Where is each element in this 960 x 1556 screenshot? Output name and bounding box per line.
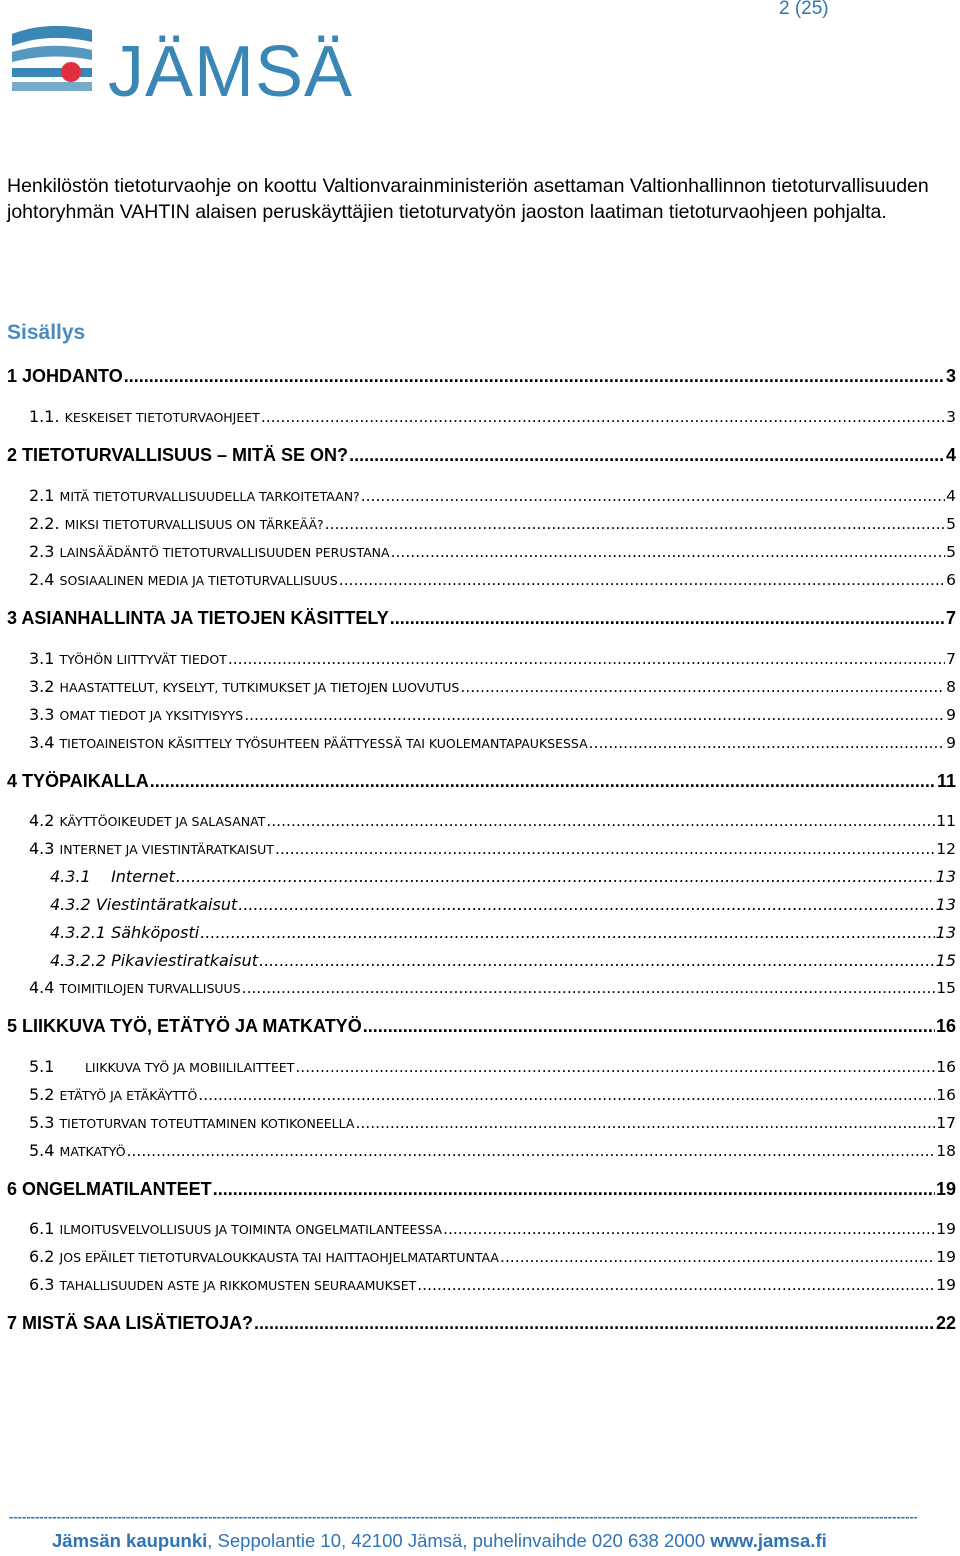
toc-entry[interactable]: 6.1 ILMOITUSVELVOLLISUUS JA TOIMINTA ONGELMATILANTEESSA ..... 19 xyxy=(29,1219,956,1238)
toc-entry[interactable]: 5.2 ETÄTYÖ JA ETÄKÄYTTÖ ..... 16 xyxy=(29,1085,956,1104)
toc-entry[interactable]: 6.3 TAHALLISUUDEN ASTE JA RIKKOMUSTEN SEURAAMUKSET ..... 19 xyxy=(29,1275,956,1294)
footer-address: , Seppolantie 10, 42100 Jämsä, puhelinvaihde 020 638 2000 xyxy=(207,1530,711,1551)
toc-entry[interactable]: 4.2 KÄYTTÖOIKEUDET JA SALASANAT ..... 11 xyxy=(29,811,956,830)
footer xyxy=(52,1530,827,1552)
logo-wordmark: JÄMSÄ xyxy=(108,32,354,112)
toc-entry[interactable]: 2 TIETOTURVALLISUUS – MITÄ SE ON? ..... 4 xyxy=(7,445,956,466)
toc-entry[interactable]: 2.3 LAINSÄÄDÄNTÖ TIETOTURVALLISUUDEN PERUSTANA ..... 5 xyxy=(29,542,956,561)
toc-entry[interactable]: 4 TYÖPAIKALLA ..... 11 xyxy=(7,771,956,792)
toc-entry[interactable]: 4.3.1 Internet ..... 13 xyxy=(50,867,956,886)
toc-entry[interactable]: 2.1 MITÄ TIETOTURVALLISUUDELLA TARKOITETAAN? ..... 4 xyxy=(29,486,956,505)
page-number: 2 (25) xyxy=(779,0,829,19)
toc-entry[interactable]: 4.3 INTERNET JA VIESTINTÄRATKAISUT ..... 12 xyxy=(29,839,956,858)
toc-entry[interactable]: 5 LIIKKUVA TYÖ, ETÄTYÖ JA MATKATYÖ ..... 16 xyxy=(7,1016,956,1037)
jamsa-logo xyxy=(10,22,354,112)
toc-entry[interactable]: 3 ASIANHALLINTA JA TIETOJEN KÄSITTELY ..... 7 xyxy=(7,608,956,629)
toc-entry[interactable]: 1.1. KESKEISET TIETOTURVAOHJEET ..... 3 xyxy=(29,407,956,426)
toc-entry[interactable]: 3.2 HAASTATTELUT, KYSELYT, TUTKIMUKSET JA TIETOJEN LUOVUTUS ..... 8 xyxy=(29,677,956,696)
logo-emblem-icon xyxy=(10,22,110,104)
toc-entry[interactable]: 3.4 TIETOAINEISTON KÄSITTELY TYÖSUHTEEN PÄÄTTYESSÄ TAI KUOLEMANTAPAUKSESSA ..... 9 xyxy=(29,733,956,752)
toc-entry[interactable]: 5.3 TIETOTURVAN TOTEUTTAMINEN KOTIKONEELLA ..... 17 xyxy=(29,1113,956,1132)
toc-entry[interactable]: 6 ONGELMATILANTEET ..... 19 xyxy=(7,1179,956,1200)
toc-entry[interactable]: 2.2. MIKSI TIETOTURVALLISUUS ON TÄRKEÄÄ? ..... 5 xyxy=(29,514,956,533)
footer-divider xyxy=(9,1510,917,1524)
toc-entry[interactable]: 5.1 LIIKKUVA TYÖ JA MOBIILILAITTEET ..... 16 xyxy=(29,1057,956,1076)
toc-entry[interactable]: 3.1 TYÖHÖN LIITTYVÄT TIEDOT ..... 7 xyxy=(29,649,956,668)
toc-entry[interactable]: 4.3.2 Viestintäratkaisut ..... 13 xyxy=(50,895,956,914)
toc-entry[interactable]: 1 JOHDANTO ..... 3 xyxy=(7,366,956,387)
toc-entry[interactable]: 4.3.2.1 Sähköposti ..... 13 xyxy=(50,923,956,942)
intro-paragraph: Henkilöstön tietoturvaohje on koottu Valtionvarainministeriön asettaman Valtionhallinnon tietoturvallisuuden johtoryhmän VAHTIN alaisen peruskäyttäjien tietoturvatyön jaoston laatiman tietoturvaohjeen pohjalta. xyxy=(7,175,929,223)
toc-title: Sisällys xyxy=(7,321,86,344)
footer-org: Jämsän kaupunki xyxy=(52,1530,208,1551)
toc-entry[interactable]: 7 MISTÄ SAA LISÄTIETOJA? ..... 22 xyxy=(7,1313,956,1334)
toc-entry[interactable]: 4.4 TOIMITILOJEN TURVALLISUUS ..... 15 xyxy=(29,978,956,997)
toc-entry[interactable]: 3.3 OMAT TIEDOT JA YKSITYISYYS ..... 9 xyxy=(29,705,956,724)
toc-entry[interactable]: 5.4 MATKATYÖ ..... 18 xyxy=(29,1141,956,1160)
toc-entry[interactable]: 4.3.2.2 Pikaviestiratkaisut ..... 15 xyxy=(50,951,956,970)
toc-entry[interactable]: 6.2 JOS EPÄILET TIETOTURVALOUKKAUSTA TAI HAITTAOHJELMATARTUNTAA ..... 19 xyxy=(29,1247,956,1266)
footer-url[interactable]: www.jamsa.fi xyxy=(710,1530,827,1551)
toc-entry[interactable]: 2.4 SOSIAALINEN MEDIA JA TIETOTURVALLISUUS ..... 6 xyxy=(29,570,956,589)
